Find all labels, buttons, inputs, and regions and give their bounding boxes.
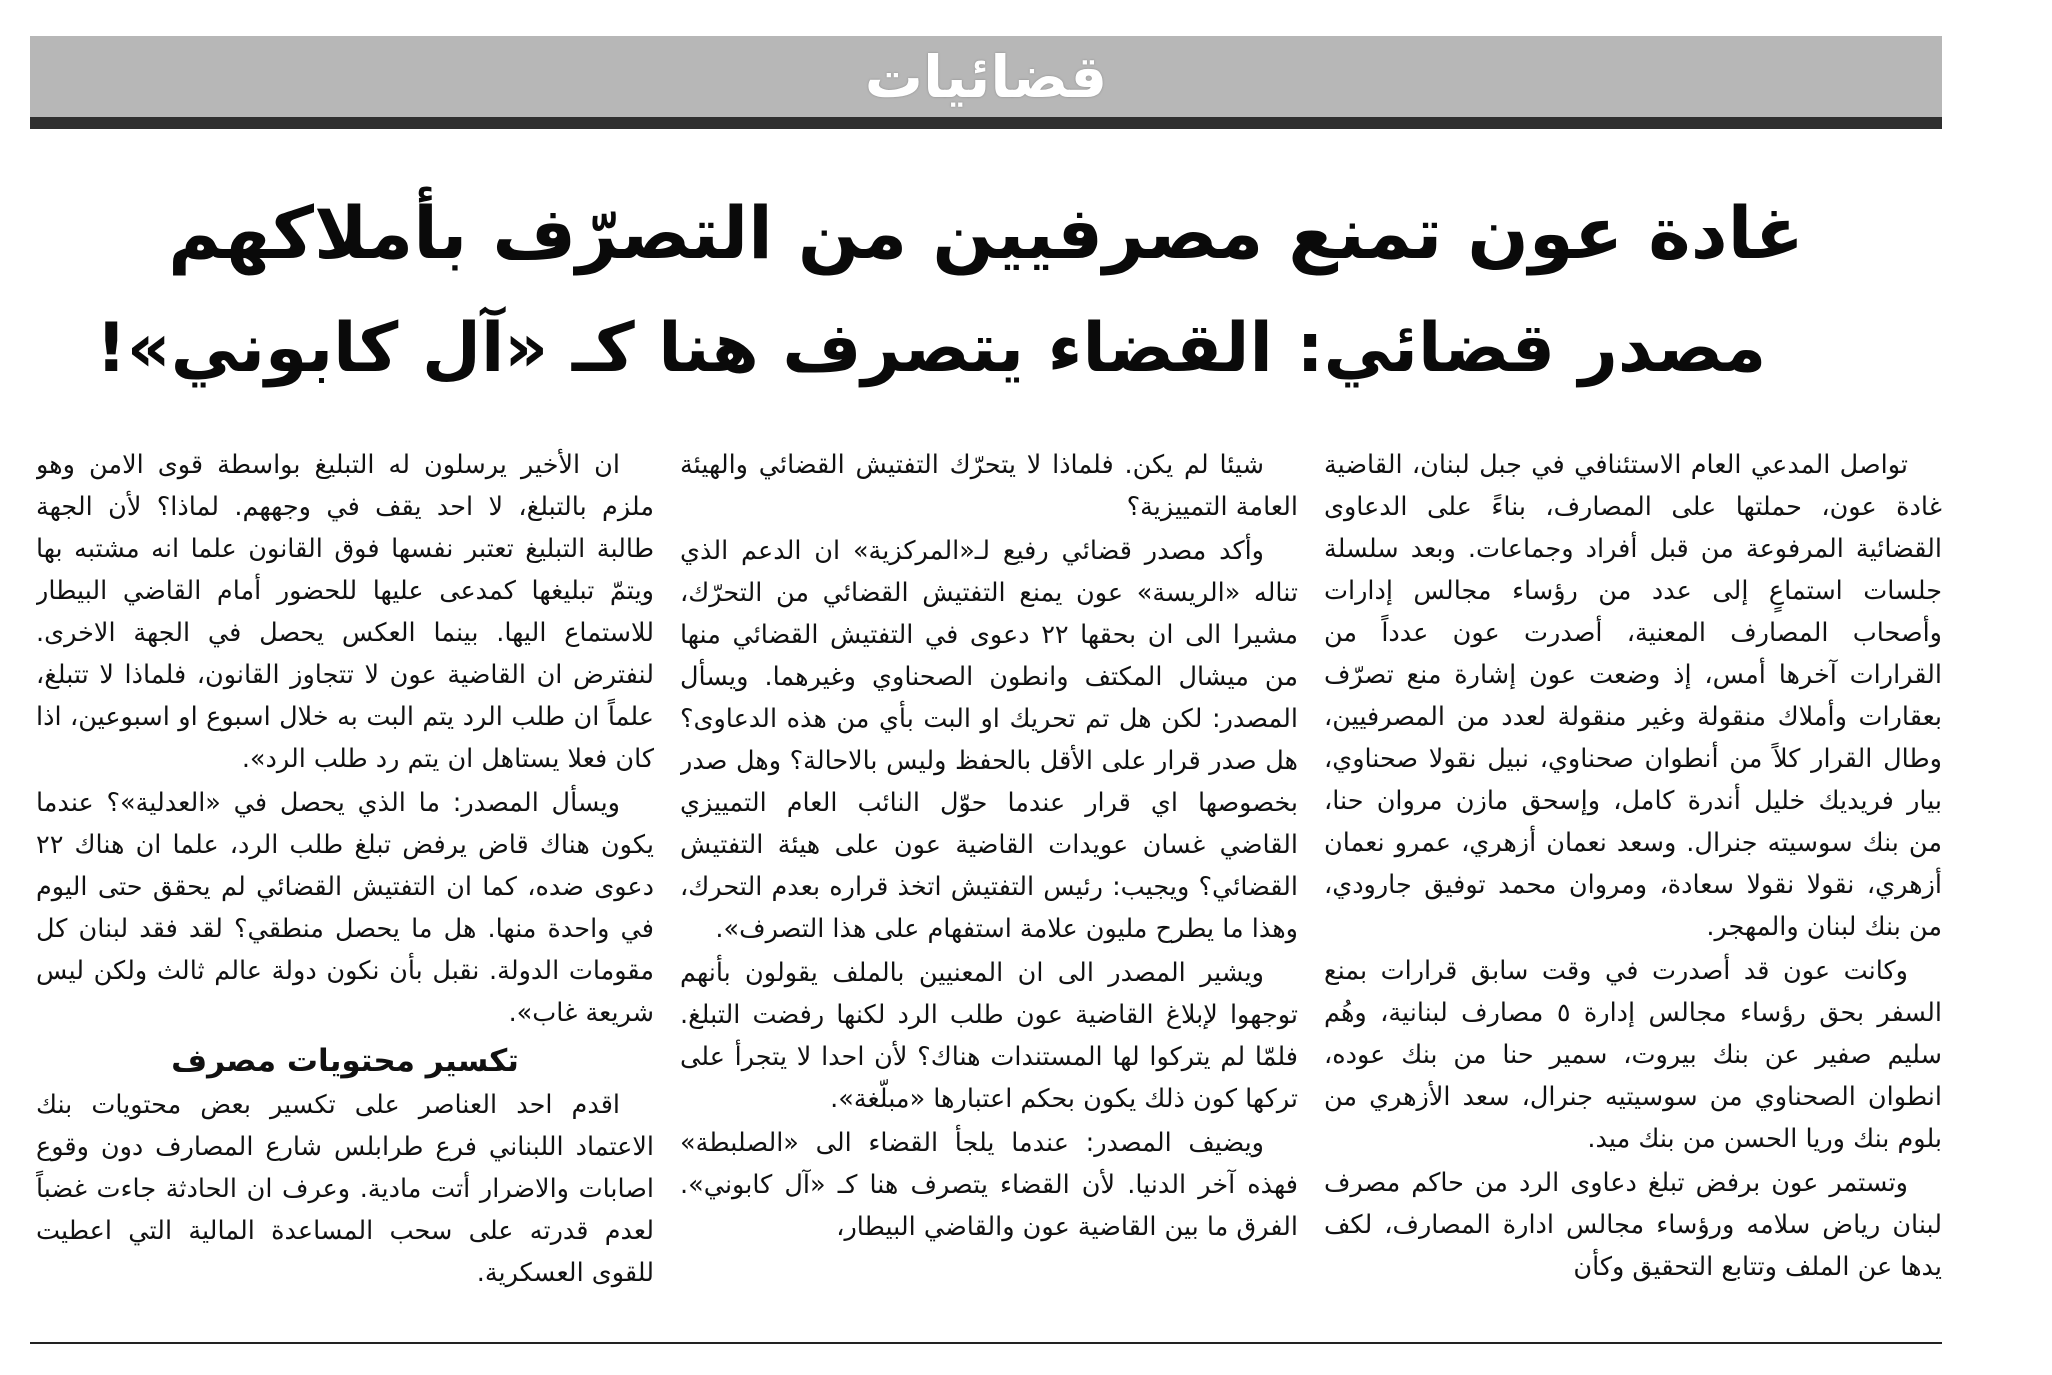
article-column-middle	[680, 444, 1298, 1334]
headline-line-1: غادة عون تمنع مصرفيين من التصرّف بأملاكهم	[168, 191, 1804, 275]
article-column-left	[36, 444, 654, 1334]
article-columns	[30, 444, 1942, 1334]
section-header	[30, 36, 1942, 129]
article-subheading: تكسير محتويات مصرف	[171, 1043, 519, 1079]
article-paragraph: ان الأخير يرسلون له التبليغ بواسطة قوى الامن وهو ملزم بالتبلغ، لا احد يقف في وجههم. لماذا؟ لأن الجهة طالبة التبليغ تعتبر نفسها فوق القانون علما انه مشتبه بها ويتمّ تبليغها كمدعى عليها للحضور أمام القاضي البيطار للاستماع اليها. بينما العكس يحصل في الجهة الاخرى. لنفترض ان القاضية عون لا تتجاوز القانون، فلماذا لا تتبلغ، علماً ان طلب الرد يتم البت به خلال اسبوع او اسبوعين، اذا كان فعلا يستاهل ان يتم رد طلب الرد».	[36, 450, 654, 774]
article-paragraph: وتستمر عون برفض تبلغ دعاوى الرد من حاكم مصرف لبنان رياض سلامه ورؤساء مجالس ادارة المصارف، لكف يدها عن الملف وتتابع التحقيق وكأن	[1324, 1168, 1942, 1282]
section-title: قضائيات	[864, 42, 1108, 111]
article-paragraph: ويسأل المصدر: ما الذي يحصل في «العدلية»؟ عندما يكون هناك قاض يرفض تبلغ طلب الرد، علما ان هناك ٢٢ دعوى ضده، كما ان التفتيش القضائي لم يحقق حتى اليوم في واحدة منها. هل ما يحصل منطقي؟ لقد فقد لبنان كل مقومات الدولة. نقبل بأن نكون دولة عالم ثالث ولكن ليس شريعة غاب».	[36, 788, 654, 1028]
article-paragraph: اقدم احد العناصر على تكسير بعض محتويات بنك الاعتماد اللبناني فرع طرابلس شارع المصارف دون وقوع اصابات والاضرار أتت مادية. وعرف ان الحادثة جاءت غضباً لعدم قدرته على سحب المساعدة المالية التي اعطيت للقوى العسكرية.	[36, 1090, 654, 1288]
article-paragraph: وكانت عون قد أصدرت في وقت سابق قرارات بمنع السفر بحق رؤساء مجالس إدارة ٥ مصارف لبنانية، وهُم سليم صفير عن بنك بيروت، سمير حنا من بنك عوده، انطوان الصحناوي من سوسيتيه جنرال، سعد الأزهري من بلوم بنك وريا الحسن من بنك ميد.	[1324, 956, 1942, 1154]
newspaper-page	[30, 36, 1942, 1346]
bottom-divider	[30, 1342, 1942, 1344]
article-paragraph: تواصل المدعي العام الاستئنافي في جبل لبنان، القاضية غادة عون، حملتها على المصارف، بناءً على الدعاوى القضائية المرفوعة من قبل أفراد وجماعات. وبعد سلسلة جلسات استماعٍ إلى عدد من رؤساء مجالس إدارات وأصحاب المصارف المعنية، أصدرت عون عدداً من القرارات آخرها أمس، إذ وضعت عون إشارة منع تصرّف بعقارات وأملاك منقولة وغير منقولة لعدد من المصرفيين، وطال القرار كلاً من أنطوان صحناوي، نبيل نقولا صحناوي، بيار فريديك خليل أندرة كامل، وإسحق مازن مروان حنا، من بنك سوسيته جنرال. وسعد نعمان أزهري، عمرو نعمان أزهري، نقولا نقولا سعادة، ومروان محمد توفيق جارودي، من بنك لبنان والمهجر.	[1324, 450, 1942, 942]
article-paragraph: ويشير المصدر الى ان المعنيين بالملف يقولون بأنهم توجهوا لإبلاغ القاضية عون طلب الرد لكنها رفضت التبلغ. فلمّا لم يتركوا لها المستندات هناك؟ لأن احدا لا يتجرأ على تركها كون ذلك يكون بحكم اعتبارها «مبلّغة».	[680, 958, 1298, 1114]
article-paragraph: ويضيف المصدر: عندما يلجأ القضاء الى «الصلبطة» فهذه آخر الدنيا. لأن القضاء يتصرف هنا كـ «آل كابوني». الفرق ما بين القاضية عون والقاضي البيطار،	[680, 1128, 1298, 1242]
article-paragraph: شيئا لم يكن. فلماذا لا يتحرّك التفتيش القضائي والهيئة العامة التمييزية؟	[680, 450, 1298, 522]
article-column-right	[1324, 444, 1942, 1334]
article-paragraph: وأكد مصدر قضائي رفيع لـ«المركزية» ان الدعم الذي تناله «الريسة» عون يمنع التفتيش القضائي من التحرّك، مشيرا الى ان بحقها ٢٢ دعوى في التفتيش القضائي منها من ميشال المكتف وانطون الصحناوي وغيرهما. ويسأل المصدر: لكن هل تم تحريك او البت بأي من هذه الدعاوى؟ هل صدر قرار على الأقل بالحفظ وليس بالاحالة؟ وهل صدر بخصوصها اي قرار عندما حوّل النائب العام التمييزي القاضي غسان عويدات القاضية عون على هيئة التفتيش القضائي؟ ويجيب: رئيس التفتيش اتخذ قراره بعدم التحرك، وهذا ما يطرح مليون علامة استفهام على هذا التصرف».	[680, 536, 1298, 944]
headline-line-2: مصدر قضائي: القضاء يتصرف هنا كـ «آل كابوني»!	[95, 309, 1767, 388]
